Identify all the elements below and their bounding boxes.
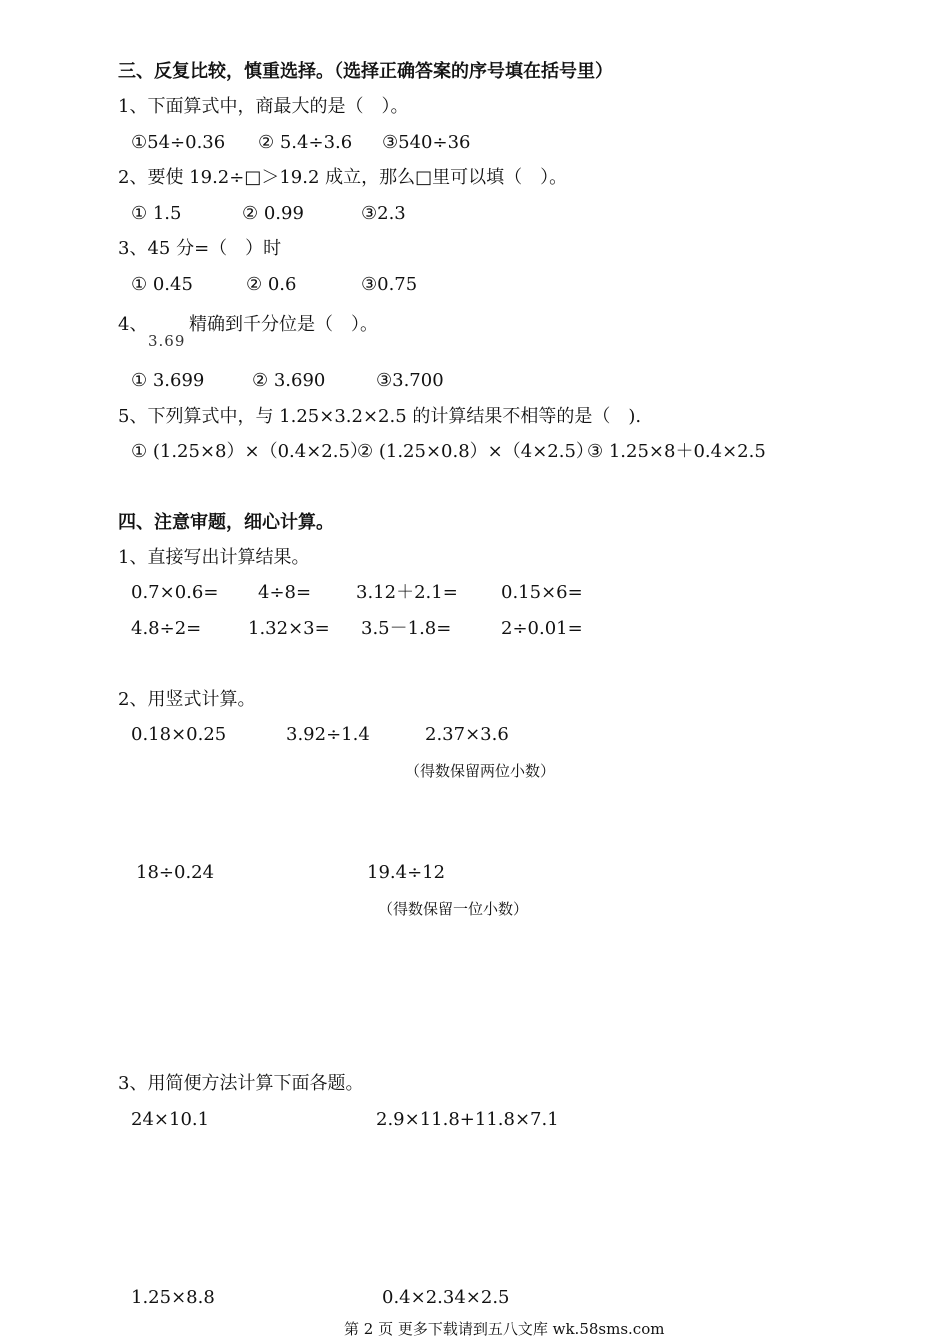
q3-stem: 3、45 分=（ ）时: [118, 238, 282, 259]
p1-item: 2÷0.01=: [501, 618, 583, 639]
q2-stem: 2、要使 19.2÷□＞19.2 成立，那么□里可以填（ ）。: [118, 167, 568, 188]
q3-option-2: ② 0.6: [246, 274, 297, 295]
p2-item: 3.92÷1.4: [286, 724, 370, 745]
q5-option-2: ② (1.25×0.8）×（4×2.5）: [357, 441, 594, 462]
p3-item: 2.9×11.8+11.8×7.1: [376, 1109, 559, 1130]
p2-note-one-decimal: （得数保留一位小数）: [378, 900, 529, 918]
p2-item: 18÷0.24: [136, 862, 215, 883]
q3-option-1: ① 0.45: [131, 274, 193, 295]
p1-item: 3.5－1.8=: [361, 618, 452, 639]
q2-option-3: ③2.3: [361, 203, 406, 224]
p3-item: 24×10.1: [131, 1109, 210, 1130]
p2-item: 0.18×0.25: [131, 724, 227, 745]
q4-number: 4、: [118, 314, 148, 335]
p2-title: 2、用竖式计算。: [118, 689, 256, 710]
q4-value: 3.69: [148, 332, 186, 350]
q3-option-3: ③0.75: [361, 274, 418, 295]
q4-option-2: ② 3.690: [252, 370, 326, 391]
p3-item: 1.25×8.8: [131, 1287, 215, 1308]
section3-heading: 三、反复比较，慎重选择。（选择正确答案的序号填在括号里）: [118, 61, 613, 82]
q1-stem: 1、下面算式中，商最大的是（ ）。: [118, 96, 409, 117]
q1-option-3: ③540÷36: [382, 132, 471, 153]
section4-heading: 四、注意审题，细心计算。: [118, 512, 334, 533]
p1-item: 4.8÷2=: [131, 618, 202, 639]
p1-item: 0.15×6=: [501, 582, 583, 603]
q5-stem: 5、下列算式中，与 1.25×3.2×2.5 的计算结果不相等的是（ ).: [118, 406, 642, 427]
p2-item: 19.4÷12: [367, 862, 446, 883]
q5-option-1: ① (1.25×8）×（0.4×2.5）: [131, 441, 368, 462]
q4-option-3: ③3.700: [376, 370, 444, 391]
q2-option-1: ① 1.5: [131, 203, 182, 224]
p3-item: 0.4×2.34×2.5: [382, 1287, 510, 1308]
page-footer: 第 2 页 更多下载请到五八文库 wk.58sms.com: [344, 1320, 665, 1338]
p1-title: 1、直接写出计算结果。: [118, 547, 310, 568]
p3-title: 3、用简便方法计算下面各题。: [118, 1073, 364, 1094]
q1-option-2: ② 5.4÷3.6: [258, 132, 353, 153]
p1-item: 1.32×3=: [248, 618, 330, 639]
q2-option-2: ② 0.99: [242, 203, 304, 224]
p1-item: 4÷8=: [258, 582, 312, 603]
p1-item: 3.12＋2.1=: [356, 582, 458, 603]
q4-stem: 精确到千分位是（ ）。: [189, 314, 378, 335]
q5-option-3: ③ 1.25×8＋0.4×2.5: [587, 441, 766, 462]
q1-option-1: ①54÷0.36: [131, 132, 226, 153]
q4-option-1: ① 3.699: [131, 370, 205, 391]
p2-note-two-decimals: （得数保留两位小数）: [405, 762, 556, 780]
p1-item: 0.7×0.6=: [131, 582, 219, 603]
p2-item: 2.37×3.6: [425, 724, 509, 745]
